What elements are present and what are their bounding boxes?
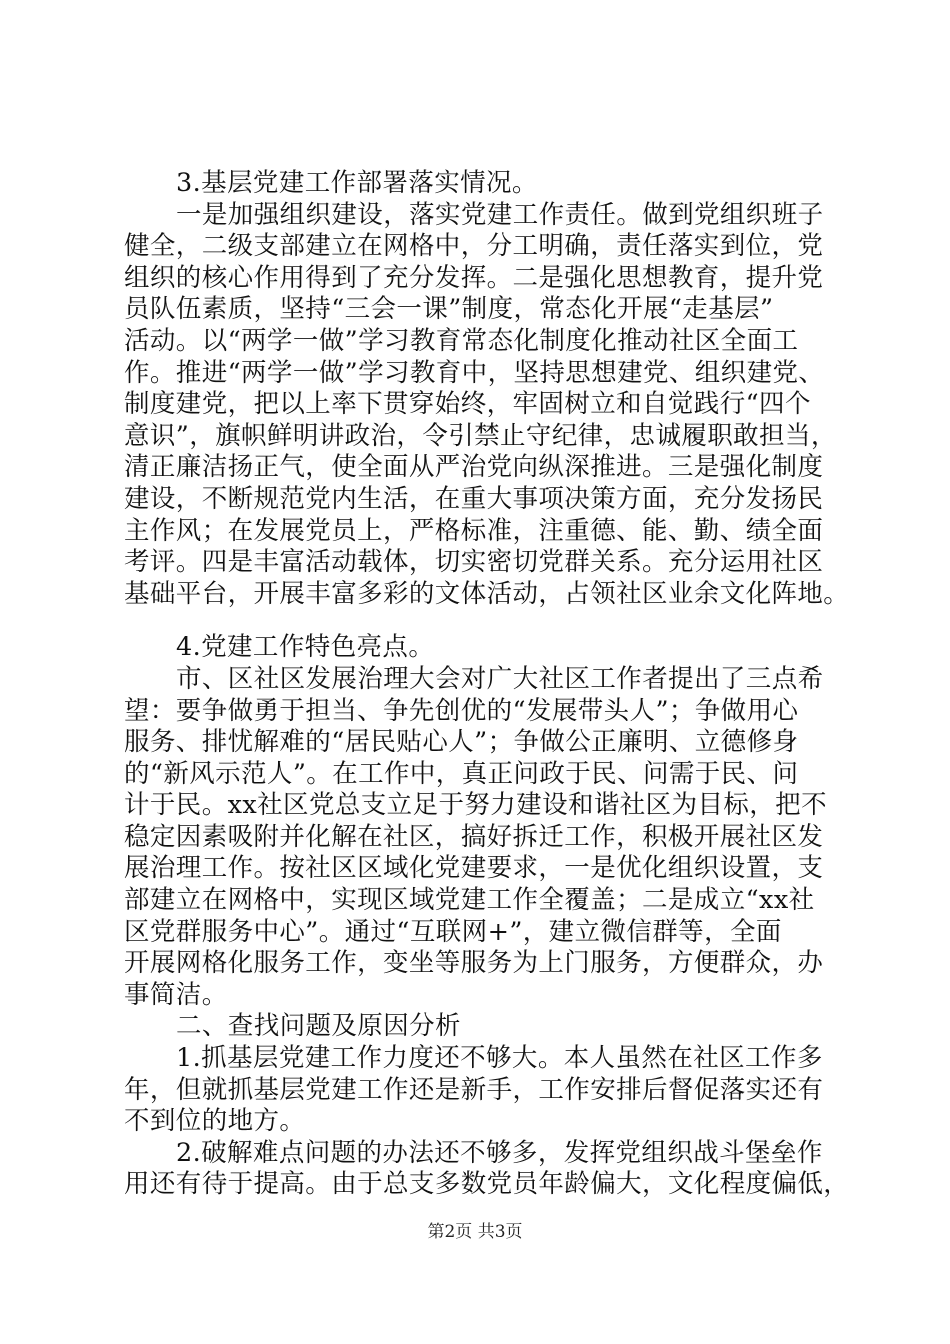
- paragraph-line: 服务、排忧解难的“居民贴心人”；争做公正廉明、立德修身: [124, 727, 799, 758]
- page-number: 第2页 共3页: [427, 1222, 523, 1242]
- paragraph-line: 考评。四是丰富活动载体，切实密切党群关系。充分运用社区: [124, 547, 824, 578]
- paragraph-line: 市、区社区发展治理大会对广大社区工作者提出了三点希: [176, 663, 824, 694]
- paragraph-line: 区党群服务中心”。通过“互联网+”，建立微信群等，全面: [124, 916, 782, 947]
- paragraph-line: 计于民。xx社区党总支立足于努力建设和谐社区为目标，把不: [124, 790, 827, 821]
- problem-item-2: [124, 1138, 850, 1201]
- paragraph-line: 展治理工作。按社区区域化党建要求，一是优化组织设置，支: [124, 853, 824, 884]
- paragraph-line: 意识”，旗帜鲜明讲政治，令引禁止守纪律，忠诚履职敢担当，: [124, 420, 837, 451]
- paragraph-line: 建设，不断规范党内生活，在重大事项决策方面，充分发扬民: [124, 483, 824, 514]
- paragraph-line: 基础平台，开展丰富多彩的文体活动，占领社区业余文化阵地。: [124, 578, 850, 609]
- paragraph-line: 的“新风示范人”。在工作中，真正问政于民、问需于民、问: [124, 758, 799, 789]
- section-spacer: [124, 610, 850, 632]
- paragraph-line: 清正廉洁扬正气，使全面从严治党向纵深推进。三是强化制度: [124, 452, 824, 483]
- section-4-paragraph: [124, 664, 850, 1012]
- paragraph-line: 组织的核心作用得到了充分发挥。二是强化思想教育，提升党: [124, 262, 824, 293]
- paragraph-line: 健全，二级支部建立在网格中，分工明确，责任落实到位，党: [124, 231, 824, 262]
- paragraph-line: 用还有待于提高。由于总支多数党员年龄偏大，文化程度偏低，: [124, 1169, 850, 1200]
- paragraph-line: 制度建党，把以上率下贯穿始终，牢固树立和自觉践行“四个: [124, 389, 811, 420]
- paragraph-line: 事简洁。: [124, 979, 228, 1010]
- paragraph-line: 开展网格化服务工作，变坐等服务为上门服务，方便群众，办: [124, 948, 824, 979]
- paragraph-line: 一是加强组织建设，落实党建工作责任。做到党组织班子: [176, 199, 824, 230]
- paragraph-line: 部建立在网格中，实现区域党建工作全覆盖；二是成立“xx社: [124, 885, 815, 916]
- paragraph-line: 员队伍素质，坚持“三会一课”制度，常态化开展“走基层”: [124, 294, 774, 325]
- paragraph-line: 1.抓基层党建工作力度还不够大。本人虽然在社区工作多: [176, 1043, 823, 1074]
- section-3-heading: 3.基层党建工作部署落实情况。: [176, 168, 538, 198]
- paragraph-line: 主作风；在发展党员上，严格标准，注重德、能、勤、绩全面: [124, 515, 824, 546]
- section-4-heading: 4.党建工作特色亮点。: [176, 632, 435, 663]
- paragraph-line: 活动。以“两学一做”学习教育常态化制度化推动社区全面工: [124, 325, 799, 356]
- section-3-paragraph: [124, 200, 850, 611]
- paragraph-line: 2.破解难点问题的办法还不够多，发挥党组织战斗堡垒作: [176, 1137, 823, 1168]
- paragraph-line: 望：要争做勇于担当、争先创优的“发展带头人”；争做用心: [124, 695, 799, 726]
- paragraph-line: 年，但就抓基层党建工作还是新手，工作安排后督促落实还有: [124, 1074, 824, 1105]
- paragraph-line: 作。推进“两学一做”学习教育中，坚持思想建党、组织建党、: [124, 357, 825, 388]
- paragraph-line: 稳定因素吸附并化解在社区，搞好拆迁工作，积极开展社区发: [124, 821, 824, 852]
- paragraph-line: 不到位的地方。: [124, 1106, 306, 1137]
- document-body: [124, 168, 850, 1201]
- problem-item-1: [124, 1043, 850, 1138]
- part-2-heading: 二、查找问题及原因分析: [176, 1011, 461, 1042]
